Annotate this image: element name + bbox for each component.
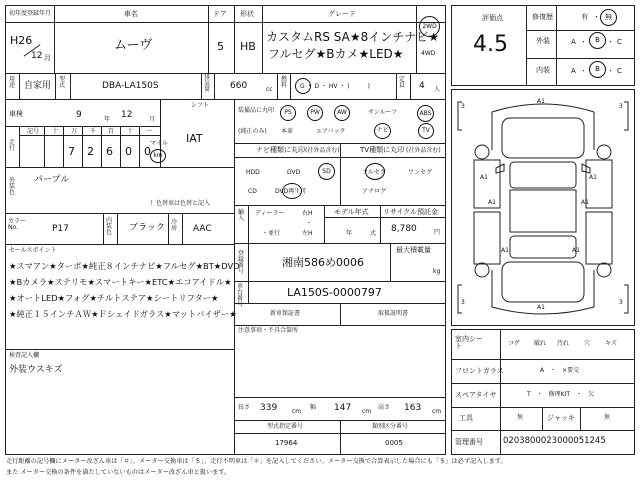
navi-hdd: HDD	[246, 169, 260, 176]
sunroof-label: サンルーフ	[368, 109, 398, 116]
left-rear-wheel	[475, 263, 489, 277]
navi-dvd: DVD	[287, 169, 301, 176]
mileage-label: 走行	[9, 139, 16, 152]
grade-line-1: カスタムRS SA★8インチナビ★	[266, 30, 439, 44]
damage-a1-left-front: A1	[480, 174, 488, 181]
equipment-label: 装備品に丸印	[238, 107, 275, 114]
sales-line-2: ★Bカメラ★ステリモ★スマートキー★ETC★エコアイドル★	[9, 277, 232, 287]
repair-label: 修復歴	[532, 13, 553, 21]
owners-manual: 取扱説明書	[378, 310, 409, 317]
exterior-grade-label: 外装	[536, 37, 550, 45]
mileage-digit-0: 7	[68, 145, 75, 158]
bracket-br	[624, 285, 628, 313]
displacement-label: 排気量	[204, 74, 211, 93]
ext-grade-c: C	[617, 38, 622, 46]
record-label: 記号	[27, 128, 40, 135]
model-value: DBA-LA150S	[102, 81, 159, 91]
reg-month-unit: 月	[44, 54, 51, 62]
fuel-options: G ・ D ・ HV ・ ( )	[300, 83, 371, 90]
int-dot-2: ・	[607, 67, 614, 75]
max-load-kg: kg	[433, 268, 441, 275]
score-value: 4.5	[473, 32, 508, 57]
capacity-value: 4	[419, 81, 425, 91]
int-grade-a: A	[571, 67, 576, 75]
sales-points-label: セールスポイント	[9, 247, 57, 254]
damage-a1-right-front: A1	[589, 174, 597, 181]
tools-value: 無	[517, 414, 524, 421]
int-grade-b-circle: B	[589, 61, 606, 78]
seat-burn: コゲ	[508, 340, 521, 347]
repair-dot: ・	[593, 13, 600, 21]
grade-label: グレード	[328, 10, 356, 18]
damage-a1-rear: A1	[537, 304, 545, 311]
model-year-label: モデル年式	[334, 208, 369, 216]
control-number-label: 管理番号	[455, 438, 483, 446]
damage-a1-left-rear: A1	[488, 199, 496, 206]
windshield	[510, 162, 576, 188]
grade-line-2: フルセグ★Bカメ★LED★	[268, 47, 404, 61]
leather-label: 本革	[281, 128, 294, 135]
height-label: 高さ	[378, 404, 391, 411]
repair-no-circle: 無	[600, 9, 617, 26]
import-left: 左H	[302, 230, 313, 237]
recycle-label: リサイクル預託金	[383, 208, 439, 216]
airbag-label: エアバック	[316, 128, 346, 135]
seat-hole: 穴	[584, 340, 591, 347]
ext-dot-2: ・	[607, 38, 614, 46]
navi-section-sub: (社外品含む)	[305, 147, 340, 154]
front-glass-label: フロントガラス	[455, 367, 504, 375]
inspection-year-unit: 年	[104, 116, 111, 123]
navi-cd: CD	[248, 188, 257, 195]
navi-circle: ナビ	[374, 123, 391, 139]
damage-a1-front: A1	[537, 98, 545, 105]
recycle-yen: 円	[434, 229, 441, 236]
right-front-door	[586, 160, 612, 208]
tv-analog: アナログ	[362, 188, 387, 195]
mileage-digit-2: 6	[106, 145, 113, 158]
car-name-value: ムーヴ	[114, 38, 153, 53]
sales-line-4: ★純正１５インチＡＷ★Ｆシェイドガラス★マットバイザー★	[9, 309, 237, 319]
rear-glass	[510, 236, 576, 258]
unit-0: 十	[52, 128, 59, 135]
reg-year-label: 初年度登録年月	[9, 10, 52, 17]
max-load-label: 最大積載量	[396, 246, 431, 254]
front-glass-value: A ・ ×要交	[540, 367, 580, 374]
tv-circle: TV	[418, 123, 434, 139]
sales-line-1: ★スマアン★ターボ★純正８インチナビ★フルセグ★BT★DVD	[9, 261, 240, 271]
shape-value: HB	[240, 40, 256, 53]
drive-4wd: 4WD	[421, 50, 436, 57]
navi-dvd-play: DVD再生可	[275, 188, 307, 195]
plate-label: 登録番号	[238, 250, 245, 275]
footer-note-2: また メーター交換の条件を満たしていないものはメーター改ざん車と扱います。	[6, 469, 231, 476]
length-label: 長さ	[238, 404, 251, 411]
length-unit: cm	[292, 408, 302, 415]
exterior-color-value: パープル	[34, 175, 70, 185]
capacity-unit: 人	[434, 86, 441, 93]
footer-note-1: 走行距離の記号欄にメーター改ざん車は「＃」、メーター交換車は「＄」、走行不明車は「＊」を記入してください。メーター交換で合算表示した場合にも「＄」は必ず記入します。	[6, 458, 507, 465]
category-label: 類別区分番号	[372, 423, 409, 430]
jack-value: 無	[604, 414, 611, 421]
capacity-label: 定員	[399, 76, 406, 89]
int-dot-1: ・	[580, 67, 587, 75]
color-change-note: ）色替車は色替と記入	[150, 200, 211, 207]
jack-label: ジャッキ	[547, 414, 575, 422]
ext-grade-b-circle: B	[589, 32, 606, 49]
mileage-digit-1: 2	[87, 145, 94, 158]
int-grade-c: C	[617, 67, 622, 75]
length-value: 339	[260, 403, 278, 413]
interior-grade-label: 内装	[536, 66, 550, 74]
inspection-label: 車検	[9, 110, 23, 118]
left-front-door	[474, 160, 500, 208]
use-label: 用途	[9, 76, 16, 89]
shape-label: 形状	[240, 10, 254, 18]
unit-5: 一	[146, 128, 153, 135]
unit-2: 千	[90, 128, 97, 135]
ps-circle: PS	[280, 105, 296, 121]
right-rear-wheel	[597, 263, 611, 277]
inspector-label: 検査記入欄	[9, 352, 40, 359]
height-unit: cm	[432, 408, 442, 415]
sales-line-3: ★オートLED★フォグ★チルトステア★シートリフター★	[9, 293, 219, 303]
tools-label: 工具	[459, 414, 473, 422]
diagram-bracket-br-num: 3	[619, 299, 623, 306]
damage-a1-right-rear: A1	[581, 199, 589, 206]
seat-scratch: キズ	[605, 340, 617, 347]
spare-tire-value: T ・ 修理KIT ・ 欠	[527, 391, 595, 398]
import-dealer: ディーラー	[255, 210, 285, 217]
frame-number-value: LA150S-0000797	[287, 286, 382, 299]
width-value: 147	[334, 403, 352, 413]
navi-section-title: ナビ種類に丸印	[256, 146, 305, 154]
tv-section-sub: (社外品含む)	[406, 147, 441, 154]
unit-3: 百	[108, 128, 115, 135]
width-unit: cm	[362, 408, 372, 415]
use-value: 自家用	[24, 81, 52, 91]
unit-1: 万	[71, 128, 78, 135]
ext-dot-1: ・	[580, 38, 587, 46]
control-number-value: 0203800023000051245	[503, 436, 606, 446]
color-code-value: P17	[52, 224, 69, 234]
back-door	[502, 262, 584, 302]
inspection-year: 9	[76, 110, 82, 120]
new-car-warranty: 新車保証書	[270, 310, 301, 317]
drive-2wd-circle: 2WD	[419, 16, 440, 37]
shift-label: シフト	[191, 102, 210, 109]
ac-label: 冷房	[171, 219, 178, 232]
right-rear-door	[586, 212, 612, 264]
diagram-bracket-tr-num: 3	[619, 103, 623, 110]
ext-grade-a: A	[571, 38, 576, 46]
car-damage-diagram	[452, 90, 634, 325]
type-cert-label: 型式指定番号	[267, 423, 304, 430]
shift-value: IAT	[186, 132, 203, 145]
pw-circle: PW	[307, 105, 323, 121]
fuel-label: 燃料	[281, 76, 288, 89]
equipment-sub-label: (純正のみ)	[238, 128, 267, 135]
aw-circle: AW	[334, 105, 350, 121]
navi-sd-circle: SD	[318, 163, 335, 180]
door-label: ドア	[213, 10, 227, 18]
spare-tire-label: スペアタイヤ	[455, 391, 497, 399]
ac-value: AAC	[193, 224, 212, 234]
hood	[502, 118, 584, 158]
roof	[510, 190, 576, 232]
interior-color-value: ブラック	[129, 223, 165, 233]
type-cert-value: 17964	[275, 439, 298, 447]
damage-a1-back: A1	[572, 247, 580, 254]
mileage-digit-3: 0	[125, 145, 132, 158]
height-value: 163	[404, 403, 422, 413]
unit-4: 十	[127, 128, 134, 135]
car-name-label: 車名	[124, 10, 138, 18]
reg-era: H26	[10, 34, 33, 47]
interior-color-label: 内装色	[106, 217, 113, 236]
model-label: 型式	[59, 76, 66, 89]
tv-fullseg: フルセグ	[362, 169, 386, 176]
tv-section-title: TV種類に丸印	[360, 146, 405, 154]
displacement-unit: cc	[266, 86, 273, 93]
right-front-wheel	[597, 145, 611, 159]
km-circle: km	[150, 149, 166, 163]
import-parallel: ・並行	[262, 230, 281, 237]
front-bumper	[492, 104, 594, 112]
import-dot: ・	[306, 220, 313, 227]
left-rear-door	[474, 212, 500, 264]
category-value: 0005	[385, 439, 403, 447]
damage-a1-roof: A1	[501, 247, 509, 254]
bracket-tr	[624, 102, 628, 130]
diagram-bracket-tl-num: 3	[461, 103, 465, 110]
displacement-value: 660	[230, 81, 248, 91]
interior-seat-label: 室内シート	[455, 335, 483, 350]
tv-oneseg: ワンセグ	[408, 169, 433, 176]
color-code-label: カラー No.	[8, 218, 27, 231]
inspection-month-unit: 月	[149, 116, 156, 123]
mile-label: マイル	[150, 140, 168, 147]
model-year-unit: 年	[346, 230, 353, 237]
exterior-color-label: 外装色	[9, 177, 16, 196]
abs-circle: ABS	[417, 105, 434, 122]
seat-stain: 汚れ	[557, 340, 570, 347]
reg-month: 12	[31, 51, 43, 61]
plate-value: 湘南586め0006	[282, 256, 364, 269]
score-label: 評価点	[482, 14, 503, 22]
door-count: 5	[217, 40, 224, 53]
notes-label: 注意事項・不具合箇所	[238, 327, 299, 334]
inspector-note: 外装ウスキズ	[9, 365, 63, 375]
inspection-month: 12	[121, 110, 133, 120]
frame-number-label: 車台番号	[237, 283, 244, 308]
diagram-bracket-bl-num: 3	[461, 299, 465, 306]
mileage-digit-4: 0	[144, 145, 151, 158]
import-right: 右H	[302, 210, 313, 217]
width-label: 幅	[310, 404, 317, 411]
seat-tear: 破れ	[534, 340, 547, 347]
left-front-wheel	[475, 145, 489, 159]
import-label: 輸入	[238, 209, 245, 222]
model-year-suffix: 式	[370, 230, 377, 237]
recycle-value: 8,780	[391, 224, 417, 234]
repair-yes: 有	[581, 13, 588, 21]
